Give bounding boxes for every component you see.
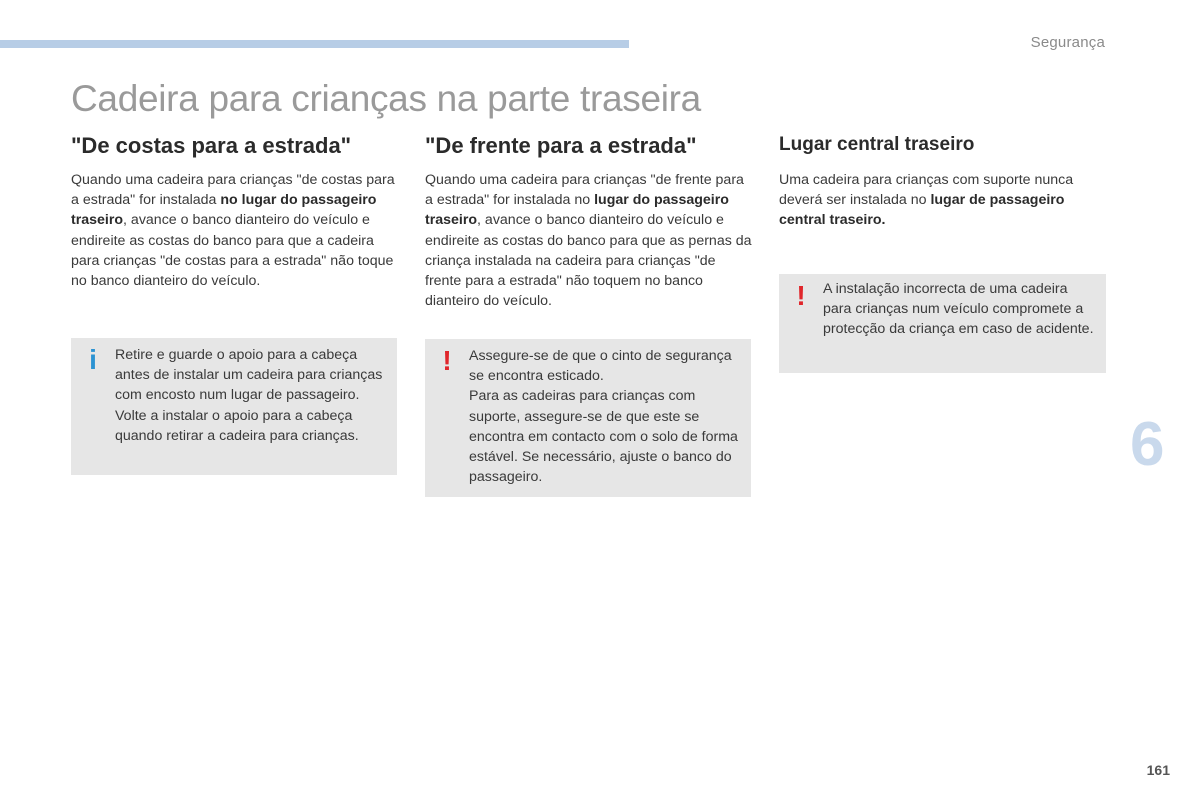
note-text: Retire e guarde o apoio para a cabeça antes de instalar um cadeira para crianças com encosto num lugar de passageiro. Volte a instalar o apoio para a cabeça quando retirar a cadeira para crianças. [115, 347, 383, 444]
note-text: A instalação incorrecta de uma cadeira para crianças num veículo compromete a protecção da criança em caso de acidente. [823, 281, 1094, 338]
warning-note [425, 339, 751, 497]
column-body-text: Uma cadeira para crianças com suporte nunca deverá ser instalada no lugar de passageiro central traseiro. [779, 172, 1074, 229]
emphasis-text: lugar do passageiro traseiro [425, 192, 729, 229]
info-icon: i [89, 344, 97, 375]
column-rear-facing [71, 132, 401, 291]
column-rear-center [779, 132, 1109, 231]
emphasis-text: lugar de passageiro central traseiro. [779, 192, 1065, 229]
warning-note [779, 274, 1106, 373]
info-note [71, 338, 397, 475]
note-text: Para as cadeiras para crianças com suporte, assegure-se de que este se encontra em contacto com o solo de forma estável. Se necessário, ajuste o banco do passageiro. [469, 388, 738, 486]
column-heading: "De costas para a estrada" [71, 133, 352, 158]
column-heading: Lugar central traseiro [779, 134, 975, 155]
column-body-text: Quando uma cadeira para crianças "de frente para a estrada" for instalada no lugar do passageiro traseiro, avance o banco dianteiro do veículo e endireite as costas do banco para que as pernas da criança instalada na cadeira para crianças "de frente para a estrada" não toquem no banco dianteiro do veículo. [425, 172, 752, 310]
page-title: Cadeira para crianças na parte traseira [71, 78, 701, 119]
warning-icon: ! [796, 280, 806, 311]
column-body-text: Quando uma cadeira para crianças "de costas para a estrada" for instalada no lugar do passageiro traseiro, avance o banco dianteiro do veículo e endireite as costas do banco para que a cadeira para crianças "de costas para a estrada" não toque no banco dianteiro do veículo. [71, 172, 395, 290]
column-heading: "De frente para a estrada" [425, 133, 697, 158]
chapter-number: 6 [1130, 410, 1165, 479]
header-accent-bar [0, 40, 629, 48]
section-label: Segurança [1030, 34, 1105, 51]
column-forward-facing [425, 132, 755, 311]
page-number: 161 [1146, 762, 1170, 778]
emphasis-text: no lugar do passageiro traseiro [71, 192, 377, 229]
warning-icon: ! [442, 345, 452, 376]
note-text: Assegure-se de que o cinto de segurança se encontra esticado. [469, 348, 732, 385]
